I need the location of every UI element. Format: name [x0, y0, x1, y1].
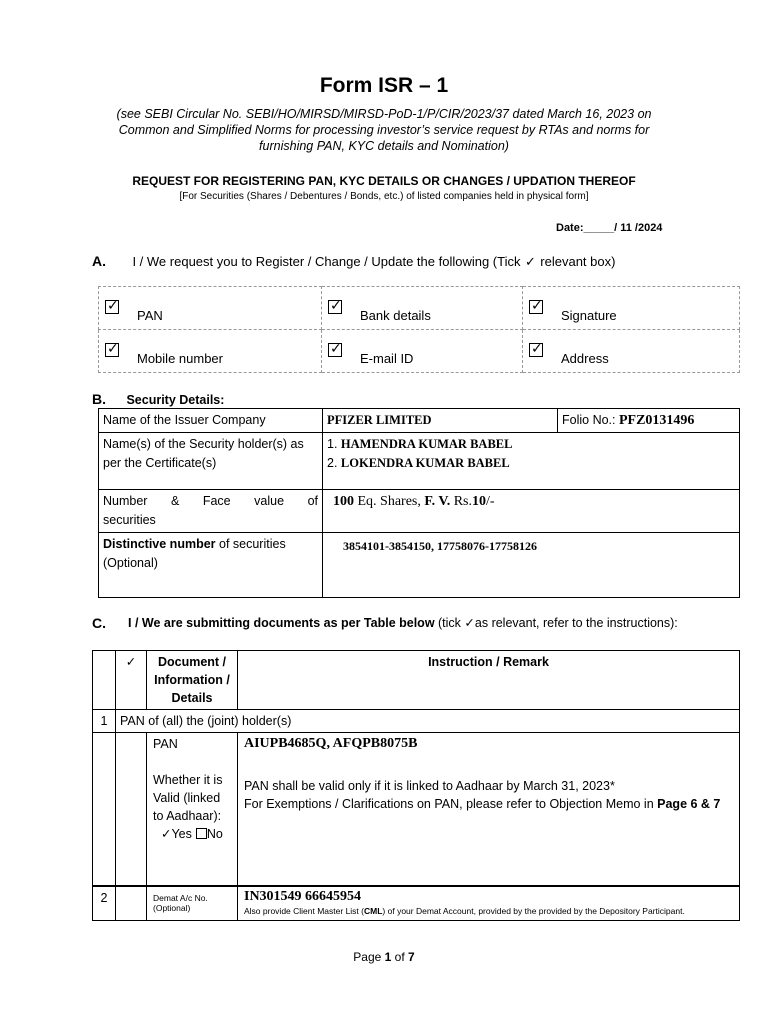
security-details-table	[98, 408, 740, 598]
holder-name: HAMENDRA KUMAR BABEL	[340, 437, 513, 451]
holder-name: LOKENDRA KUMAR BABEL	[340, 456, 510, 470]
section-c-text-rest-2: as relevant, refer to the instructions):	[474, 616, 678, 630]
pan-label: PAN	[153, 737, 178, 751]
demat-note-1: Also provide Client Master List (	[244, 906, 364, 916]
section-a-text-before: I / We request you to Register / Change / Update the following (Tick	[132, 254, 521, 269]
col-doc-header: Document / Information / Details	[147, 651, 238, 710]
face-label-word: securities	[103, 513, 156, 527]
row-1-num-cont	[93, 733, 116, 887]
section-c-text-rest-1: (tick	[434, 616, 465, 630]
pan-note-1: PAN shall be valid only if it is linked to Aadhaar by March 31, 2023*	[244, 779, 615, 793]
tick-icon: ✓	[524, 254, 536, 269]
checkbox-empty-icon[interactable]	[196, 828, 207, 839]
face-value-value[interactable]	[323, 490, 740, 533]
option-label: E-mail ID	[360, 350, 414, 366]
rs-text: Rs.	[450, 494, 473, 509]
section-b-title: Security Details:	[126, 393, 225, 407]
issuer-label: Name of the Issuer Company	[99, 409, 323, 433]
section-c-heading	[92, 615, 692, 632]
face-label-word: Number	[103, 494, 148, 508]
holder-1	[327, 435, 735, 454]
section-c-text-bold: I / We are submitting documents as per Table below	[128, 616, 435, 630]
section-a-text-after: relevant box)	[540, 254, 616, 269]
date-label: Date:	[556, 222, 584, 234]
yes-no-options[interactable]	[153, 825, 233, 843]
option-signature[interactable]	[523, 287, 740, 330]
section-c-letter: C.	[92, 615, 106, 631]
demat-instr-cell	[238, 886, 740, 921]
shares-text: Eq. Shares,	[354, 494, 425, 509]
checkbox-checked-icon[interactable]	[529, 343, 543, 357]
option-label: Mobile number	[137, 350, 223, 366]
demat-value[interactable]: IN301549 66645954	[244, 889, 362, 904]
page-footer	[0, 950, 768, 964]
page-current: 1	[384, 950, 392, 964]
checkbox-checked-icon[interactable]	[529, 300, 543, 314]
folio-label: Folio No.:	[562, 413, 616, 427]
face-label-word: of	[307, 494, 318, 508]
folio-value: PFZ0131496	[618, 413, 695, 428]
holder-num: 1.	[327, 437, 338, 451]
holder-2	[327, 454, 735, 473]
row-2-num: 2	[93, 886, 116, 921]
checkbox-checked-icon[interactable]	[105, 343, 119, 357]
tick-icon: ✓	[161, 827, 172, 841]
section-b-letter: B.	[92, 391, 106, 407]
form-subtitle: (see SEBI Circular No. SEBI/HO/MIRSD/MIRSD-PoD-1/P/CIR/2023/37 dated March 16, 2023 on Common and Simplified Norms for processing investor’s service request by RTAs and norms for furnishing PAN, KYC details and Nomination)	[116, 107, 652, 153]
col-tick-header: ✓	[116, 651, 147, 710]
col-instr-header: Instruction / Remark	[238, 651, 740, 710]
rs-value: 10	[472, 494, 487, 509]
face-label-word: value	[254, 494, 285, 508]
page-prefix: Page	[353, 950, 385, 964]
section-a-letter: A.	[92, 253, 106, 269]
demat-note-cml: CML	[364, 906, 383, 916]
documents-table	[92, 650, 740, 921]
pan-instr-cell	[238, 733, 740, 887]
face-value-label	[99, 490, 323, 533]
page-of: of	[391, 950, 409, 964]
date-field[interactable]	[556, 222, 662, 234]
pan-note-2	[244, 795, 735, 813]
section-a-heading	[92, 253, 615, 271]
rs-suffix: /-	[486, 494, 495, 509]
distinctive-label-bold: Distinctive number	[103, 537, 216, 551]
row-1-num: 1	[93, 710, 116, 733]
folio-cell[interactable]	[558, 409, 740, 433]
pan-doc-cell	[147, 733, 238, 887]
row-2-tick-cell[interactable]	[116, 886, 147, 921]
row-1-tick-cell[interactable]	[116, 733, 147, 887]
issuer-value[interactable]: PFIZER LIMITED	[323, 409, 558, 433]
shares-number: 100	[333, 494, 354, 509]
option-pan[interactable]	[99, 287, 322, 330]
option-label: Bank details	[360, 307, 431, 323]
page-total: 7	[408, 950, 415, 964]
distinctive-label-rest: of securities (Optional)	[103, 537, 286, 570]
checkbox-checked-icon[interactable]	[328, 300, 342, 314]
demat-note	[244, 905, 735, 918]
demat-label: Demat A/c No. (Optional)	[147, 886, 238, 921]
valid-label: Whether it is Valid (linked to Aadhaar):	[153, 773, 223, 823]
pan-note-page: Page 6 & 7	[657, 797, 721, 811]
checkbox-checked-icon[interactable]	[105, 300, 119, 314]
holders-value[interactable]	[323, 433, 740, 490]
option-address[interactable]	[523, 330, 740, 373]
no-label: No	[206, 827, 223, 841]
form-title: Form ISR – 1	[319, 74, 449, 97]
row-1-title: PAN of (all) the (joint) holder(s)	[116, 710, 740, 733]
option-label: Address	[561, 350, 609, 366]
checkbox-checked-icon[interactable]	[328, 343, 342, 357]
section-b-heading	[92, 391, 224, 409]
yes-label: Yes	[171, 827, 192, 841]
form-subheading: [For Securities (Shares / Debentures / Bonds, etc.) of listed companies held in physical form]	[179, 191, 589, 202]
pan-value[interactable]: AIUPB4685Q, AFQPB8075B	[244, 736, 418, 751]
option-email-id[interactable]	[322, 330, 523, 373]
face-label-word: &	[170, 494, 180, 508]
holders-label: Name(s) of the Security holder(s) as per the Certificate(s)	[99, 433, 323, 490]
request-type-grid	[98, 286, 740, 373]
form-heading: REQUEST FOR REGISTERING PAN, KYC DETAILS OR CHANGES / UPDATION THEREOF	[132, 174, 636, 188]
col-num-header	[93, 651, 116, 710]
demat-note-2: ) of your Demat Account, provided by the provided by the Depository Participant.	[382, 906, 685, 916]
distinctive-value[interactable]: 3854101-3854150, 17758076-17758126	[323, 533, 740, 598]
date-value: _____/ 11 /2024	[583, 222, 663, 234]
option-label: PAN	[137, 307, 163, 323]
option-mobile-number[interactable]	[99, 330, 322, 373]
face-label-word: Face	[202, 494, 231, 508]
option-bank-details[interactable]	[322, 287, 523, 330]
option-label: Signature	[561, 307, 617, 323]
tick-icon: ✓	[464, 616, 475, 630]
pan-note-2-text: For Exemptions / Clarifications on PAN, please refer to Objection Memo in	[244, 797, 658, 811]
distinctive-label	[99, 533, 323, 598]
fv-label: F. V.	[424, 494, 451, 509]
holder-num: 2.	[327, 456, 338, 470]
